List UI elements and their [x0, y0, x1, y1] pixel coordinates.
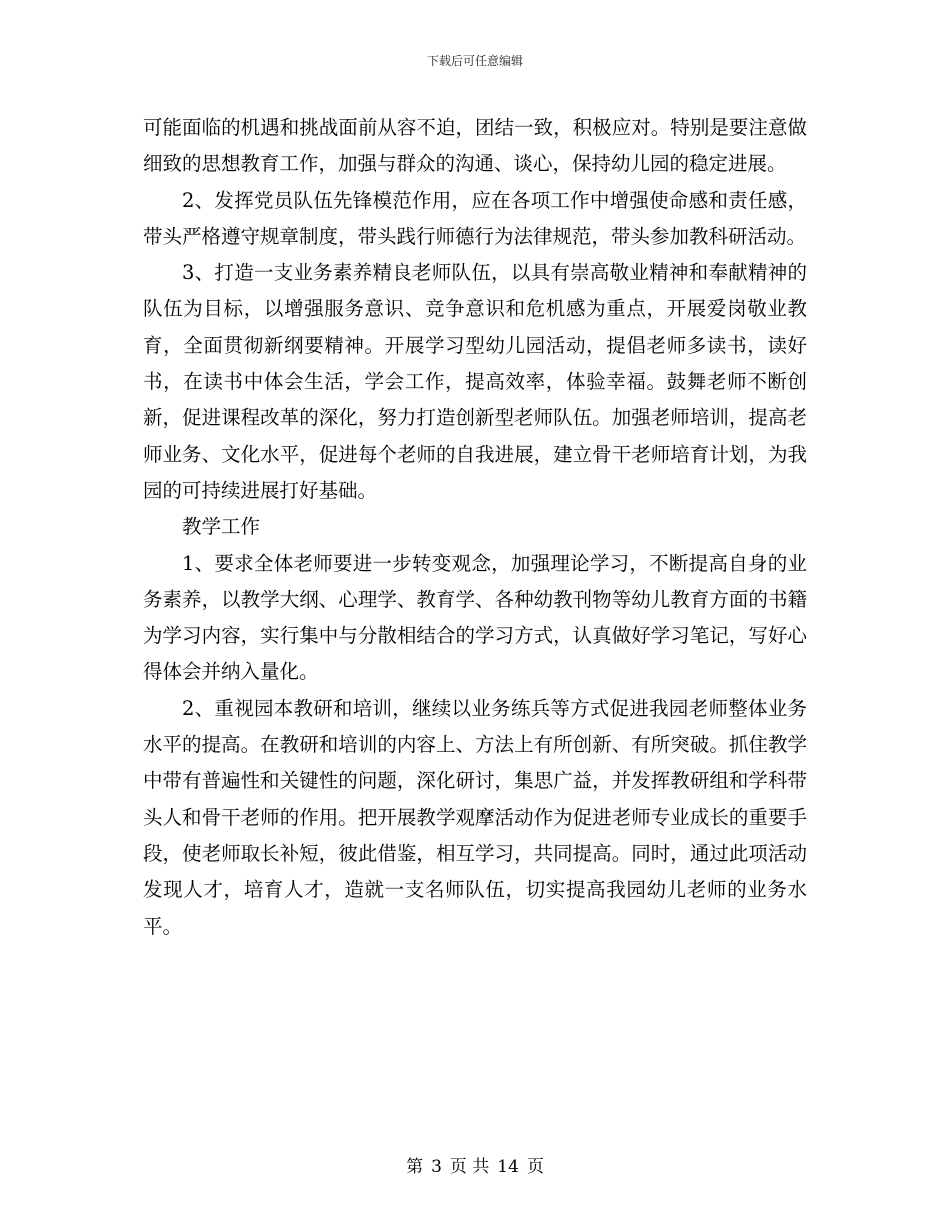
paragraph: 可能面临的机遇和挑战面前从容不迫，团结一致，积极应对。特别是要注意做细致的思想教育工作，加强与群众的沟通、谈心，保持幼儿园的稳定进展。	[143, 116, 807, 176]
current-page-number: 3	[431, 1157, 442, 1177]
page-footer	[0, 1156, 950, 1178]
footer-suffix: 页	[526, 1157, 544, 1177]
paragraph: 1、要求全体老师要进一步转变观念，加强理论学习，不断提高自身的业务素养，以教学大纲、心理学、教育学、各种幼教刊物等幼儿教育方面的书籍为学习内容，实行集中与分散相结合的学习方式，认真做好学习笔记，写好心得体会并纳入量化。	[143, 551, 807, 684]
paragraph: 2、发挥党员队伍先锋模范作用，应在各项工作中增强使命感和责任感，带头严格遵守规章制度，带头践行师德行为法律规范，带头参加教科研活动。	[143, 188, 807, 248]
section-heading: 教学工作	[182, 515, 261, 539]
paragraph: 3、打造一支业务素养精良老师队伍，以具有崇高敬业精神和奉献精神的队伍为目标，以增强服务意识、竞争意识和危机感为重点，开展爱岗敬业教育，全面贯彻新纲要精神。开展学习型幼儿园活动，提倡老师多读书，读好书，在读书中体会生活，学会工作，提高效率，体验幸福。鼓舞老师不断创新，促进课程改革的深化，努力打造创新型老师队伍。加强老师培训，提高老师业务、文化水平，促进每个老师的自我进展，建立骨干老师培育计划，为我园的可持续进展打好基础。	[143, 261, 807, 502]
page-header: 下载后可任意编辑	[426, 54, 523, 68]
total-page-count: 14	[497, 1157, 519, 1177]
footer-middle: 页 共	[449, 1157, 490, 1177]
paragraph: 2、重视园本教研和培训，继续以业务练兵等方式促进我园老师整体业务水平的提高。在教研和培训的内容上、方法上有所创新、有所突破。抓住教学中带有普遍性和关键性的问题，深化研讨，集思广益，并发挥教研组和学科带头人和骨干老师的作用。把开展教学观摩活动作为促进老师专业成长的重要手段，使老师取长补短，彼此借鉴，相互学习，共同提高。同时，通过此项活动发现人才，培育人才，造就一支名师队伍，切实提高我园幼儿老师的业务水平。	[143, 696, 807, 938]
document-body	[143, 110, 807, 945]
footer-prefix: 第	[406, 1157, 424, 1177]
